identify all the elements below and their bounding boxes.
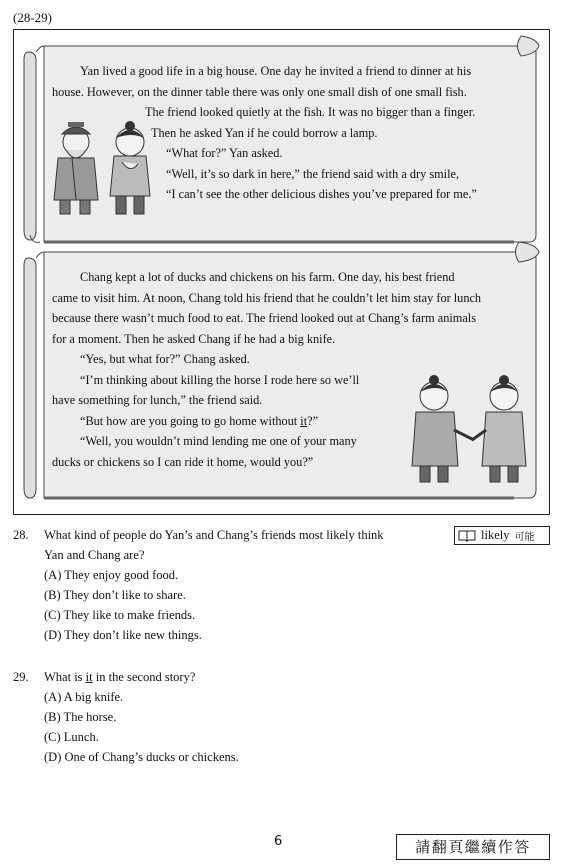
story-line: Then he asked Yan if he could borrow a lamp. xyxy=(151,125,378,140)
story-line: “What for?” Yan asked. xyxy=(166,146,283,160)
story-line: “Well, you wouldn’t mind lending me one of your many xyxy=(80,434,357,448)
option-c: (C) Lunch. xyxy=(44,730,99,744)
story-line: “Well, it’s so dark in here,” the friend said with a dry smile, xyxy=(166,166,460,181)
book-icon xyxy=(458,530,476,542)
question-stem: What kind of people do Yan’s and Chang’s friends most likely think xyxy=(44,528,384,542)
question-stem-part: What is xyxy=(44,670,86,684)
turn-page-box: 請翻頁繼續作答 xyxy=(396,834,550,860)
question-29-number: 29. xyxy=(13,670,29,684)
option-d: (D) They don’t like new things. xyxy=(44,628,202,642)
question-29 xyxy=(44,667,444,767)
story-line: “I’m thinking about killing the horse I rode here so we’ll xyxy=(80,372,360,387)
story-line: house. However, on the dinner table there was only one small dish of one small fish. xyxy=(52,84,467,99)
vocab-translation: 可能 xyxy=(514,532,535,543)
page-number: 6 xyxy=(274,834,283,849)
story-line: ducks or chickens so I can ride it home, would you?” xyxy=(52,454,314,469)
yan-and-friend-illustration xyxy=(52,120,162,220)
story-line-part: “But how are you going to go home without xyxy=(80,413,301,428)
story-line: came to visit him. At noon, Chang told his friend that he couldn’t let him stay for lunch xyxy=(52,290,482,305)
underlined-it: it xyxy=(300,413,308,428)
story-line: have something for lunch,” the friend said. xyxy=(52,393,263,407)
story-line: Yan lived a good life in a big house. One day he invited a friend to dinner at his xyxy=(80,64,472,78)
option-b: (B) They don’t like to share. xyxy=(44,588,186,602)
question-stem-part: in the second story? xyxy=(92,670,196,684)
question-28 xyxy=(44,525,444,645)
option-a: (A) They enjoy good food. xyxy=(44,568,179,582)
option-b: (B) The horse. xyxy=(44,710,117,724)
question-stem xyxy=(44,667,444,687)
story-frame xyxy=(13,29,550,515)
option-a: (A) A big knife. xyxy=(44,690,124,704)
story-line: because there wasn’t much food to eat. The friend looked out at Chang’s farm animals xyxy=(52,311,477,325)
question-stem: Yan and Chang are? xyxy=(44,548,145,562)
story-line: The friend looked quietly at the fish. It was no bigger than a finger. xyxy=(145,105,476,119)
underlined-it: it xyxy=(85,670,93,684)
story-line-part: ?” xyxy=(307,413,319,428)
question-28-number: 28. xyxy=(13,528,29,542)
question-range: (28-29) xyxy=(13,10,52,25)
option-c: (C) They like to make friends. xyxy=(44,608,196,622)
chang-and-friend-illustration xyxy=(404,370,534,490)
story-line: Chang kept a lot of ducks and chickens on his farm. One day, his best friend xyxy=(80,270,455,284)
story-line: for a moment. Then he asked Chang if he had a big knife. xyxy=(52,331,336,346)
option-d: (D) One of Chang’s ducks or chickens. xyxy=(44,750,239,764)
vocabulary-box xyxy=(454,526,550,545)
story-line: “Yes, but what for?” Chang asked. xyxy=(80,352,250,366)
vocab-word: likely xyxy=(481,528,510,542)
story-line: “I can’t see the other delicious dishes you’ve prepared for me.” xyxy=(166,187,477,201)
